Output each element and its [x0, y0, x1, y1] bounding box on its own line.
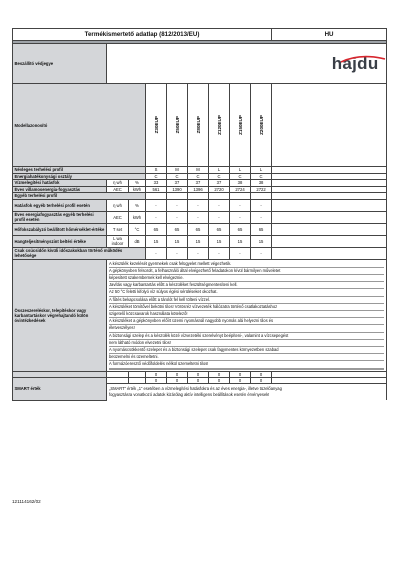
- spec-value: 2720: [209, 186, 230, 193]
- spec-value: -: [146, 211, 167, 223]
- blank-cell: [272, 199, 387, 211]
- spec-value: 65: [188, 223, 209, 235]
- spec-value: -: [188, 247, 209, 259]
- spec-value: M: [167, 167, 188, 174]
- brand-label: Beszállító védjegye: [13, 44, 107, 84]
- spec-value: 15: [146, 235, 167, 247]
- smart-value: 0: [188, 377, 209, 384]
- spec-label: Hatásfok egyéb terhelési profil esetén: [13, 199, 107, 211]
- spec-label: Vízmelegítési hatásfok: [13, 180, 107, 187]
- blank-cell: [272, 84, 387, 167]
- spec-value: 37: [167, 180, 188, 187]
- model-label: Modellazonosító: [13, 84, 146, 167]
- spec-value: 1390: [167, 186, 188, 193]
- note-line: nem látható módon elvezetni tilos!: [109, 340, 384, 347]
- zero-value: 0: [167, 371, 188, 377]
- spec-label: Hőfokszabályzó beállított hőmérséklet-értéke: [13, 223, 107, 235]
- note-line: A formázóeresztő védőfoldelés nélkül üzemeltetni tilos!: [109, 361, 384, 368]
- smart-value: 0: [146, 377, 167, 384]
- spec-value: -: [230, 211, 251, 223]
- note-line: A készüléket tömítővel bekötni tilos! Vörösréz vízvezeték hálózatra történő csatlakoztatáshoz: [109, 304, 384, 311]
- note-line: életveszélyes!: [109, 325, 384, 332]
- spec-value: 15: [209, 235, 230, 247]
- fiche-table: [12, 28, 387, 401]
- spec-label: Egyéb terhelési profil: [13, 193, 146, 200]
- spec-symbol: η wh: [107, 180, 129, 187]
- spec-value: -: [230, 199, 251, 211]
- spec-value: C: [230, 173, 251, 180]
- smart-value: 0: [209, 377, 230, 384]
- note-line: A gépkönyvben felsorolt, a felhasználó által elvégezhető feladatokon kívül bármilyen műveletet: [109, 268, 384, 275]
- model-id: Z80EUP: [188, 84, 209, 167]
- spec-value: -: [167, 247, 188, 259]
- smart-note-line: fogyasztásra vonatkozó adatok kizárólag aktív intelligens beállítások esetén érvényesek!: [109, 392, 270, 398]
- model-id: Z120EUP: [209, 84, 230, 167]
- spec-value: L: [251, 167, 272, 174]
- blank-cell: [272, 235, 387, 247]
- spec-value: -: [146, 247, 167, 259]
- spec-value: 65: [146, 223, 167, 235]
- spec-value: 65: [167, 223, 188, 235]
- spec-value: 2724: [230, 186, 251, 193]
- spec-row: [13, 223, 387, 235]
- spec-value: -: [167, 199, 188, 211]
- spec-value: L: [230, 167, 251, 174]
- blank-cell: [272, 223, 387, 235]
- smart-note-line: „SMART” érték „1” esetében a vízmelegítési hatásfokra és az éves energia-, illetve tüzelőanyag: [109, 385, 282, 391]
- spec-value: 15: [188, 235, 209, 247]
- note-line: beüzemelni és üzemeltetni.: [109, 354, 384, 361]
- spec-value: 65: [209, 223, 230, 235]
- zero-value: 0: [230, 371, 251, 377]
- spec-unit: %: [129, 199, 146, 211]
- spec-unit: °C: [129, 223, 146, 235]
- note-line: A biztonsági szelep és a készülék közé vízvezetéki szerelvényt beépíteni-, valamint a vízcsepegést: [109, 333, 384, 340]
- notes-label: Összeszereléskor, telepítéskor vagy karbantartáskor végrehajtandó külön óvintézkedések: [13, 259, 107, 371]
- note-line: szigetelő közcsavarok használata kötelező!: [109, 311, 384, 318]
- spec-value: 15: [251, 235, 272, 247]
- spec-row: [13, 211, 387, 223]
- spec-label: Éves energiafogyasztás egyéb terhelési profil esetén: [13, 211, 107, 223]
- spec-value: 37: [209, 180, 230, 187]
- spec-row: [13, 199, 387, 211]
- spec-symbol: AEC: [107, 211, 129, 223]
- zero-value: 0: [251, 371, 272, 377]
- brand-logo-cell: [107, 44, 387, 84]
- smart-label: SMART érték: [13, 377, 107, 400]
- spec-value: -: [188, 211, 209, 223]
- spec-symbol: T set: [107, 223, 129, 235]
- spec-unit: kWh: [129, 211, 146, 223]
- fiche-title: Termékismertető adatlap (812/2013/EU): [13, 29, 272, 41]
- smart-value: 0: [167, 377, 188, 384]
- zero-value: 0: [188, 371, 209, 377]
- spec-value: 38: [251, 180, 272, 187]
- safety-notes: [107, 259, 387, 371]
- spec-value: -: [251, 211, 272, 223]
- spec-label: Névleges terhelési profil: [13, 167, 146, 174]
- note-line: A nyomáscsökkentő szelepet és a biztonsági szelepet csak fagymentes környezetben szabad: [109, 347, 384, 354]
- spec-label: Csak csúcsidőn kívüli időszakokban történő működés lehetősége: [13, 247, 146, 259]
- spec-value: L: [209, 167, 230, 174]
- product-fiche: [12, 28, 386, 401]
- spec-label: Hangteljesítményszint beltéri értéke: [13, 235, 107, 247]
- spec-value: 15: [230, 235, 251, 247]
- spec-value: M: [188, 167, 209, 174]
- spec-value: 15: [167, 235, 188, 247]
- spec-symbol: η wh: [107, 199, 129, 211]
- spec-value: S: [146, 167, 167, 174]
- spec-value: C: [209, 173, 230, 180]
- note-line: A készüléket a gépkönyvben előírt üzemi nyomásnál nagyobb nyomás alá helyezni tilos és: [109, 318, 384, 325]
- spec-value: -: [209, 199, 230, 211]
- spec-value: 65: [251, 223, 272, 235]
- spec-value: -: [230, 247, 251, 259]
- spec-value: 2722: [251, 186, 272, 193]
- model-id: Z50EUP: [167, 84, 188, 167]
- hajdu-logo: [109, 54, 385, 73]
- notes-lines: [109, 261, 384, 370]
- spec-value: -: [146, 199, 167, 211]
- spec-value: -: [209, 211, 230, 223]
- spec-symbol: AEC: [107, 186, 129, 193]
- zero-value: 0: [146, 371, 167, 377]
- note-line: képesített szakembernek kell elvégeznie.: [109, 275, 384, 282]
- document-code: 121114162/02: [12, 499, 41, 504]
- model-id: Z150EUP: [230, 84, 251, 167]
- note-line: A készülék kezelését gyermekek csak felügyelet mellett végezhetik.: [109, 261, 384, 268]
- spec-value: 38: [230, 180, 251, 187]
- spec-value: -: [251, 247, 272, 259]
- blank-cell: [272, 247, 387, 259]
- spec-symbol: L wa indoor: [107, 235, 129, 247]
- spec-value: 1396: [188, 186, 209, 193]
- spec-value: -: [209, 247, 230, 259]
- spec-value: 33: [146, 180, 167, 187]
- spec-value: -: [251, 199, 272, 211]
- spec-value: C: [188, 173, 209, 180]
- spec-label: Energiahatékonysági osztály: [13, 173, 146, 180]
- language-code: HU: [272, 29, 387, 41]
- spec-value: C: [146, 173, 167, 180]
- spec-value: C: [251, 173, 272, 180]
- model-id: Z30EUP: [146, 84, 167, 167]
- blank-cell: [272, 211, 387, 223]
- smart-value: 0: [230, 377, 251, 384]
- spec-value: -: [188, 199, 209, 211]
- logo-wordmark: hajdu: [331, 54, 379, 73]
- note-line: A fűtés bekapcsolása előtt a tárolót fel kell tölteni vízzel.: [109, 297, 384, 304]
- spec-unit: dB: [129, 235, 146, 247]
- smart-value: 0: [251, 377, 272, 384]
- spec-value: 561: [146, 186, 167, 193]
- spec-row: [13, 235, 387, 247]
- spec-value: -: [167, 211, 188, 223]
- model-id: Z200EUP: [251, 84, 272, 167]
- spec-row: [13, 247, 387, 259]
- spec-unit: %: [129, 180, 146, 187]
- spec-label: Éves villamosenergia-fogyasztás: [13, 186, 107, 193]
- spec-rows: [13, 167, 387, 260]
- note-line: Az 50 °C feletti kifolyó víz súlyos égési sérüléseket okozhat.: [109, 289, 384, 296]
- smart-note: [107, 384, 387, 401]
- logo-swoosh-icon: [340, 55, 386, 63]
- zero-value: 0: [209, 371, 230, 377]
- spec-value: 65: [230, 223, 251, 235]
- spec-value: 37: [188, 180, 209, 187]
- spec-value: C: [167, 173, 188, 180]
- note-line: Javítás vagy karbantartás előtt a készüléket feszültségmentesíteni kell.: [109, 282, 384, 289]
- spec-unit: kWh: [129, 186, 146, 193]
